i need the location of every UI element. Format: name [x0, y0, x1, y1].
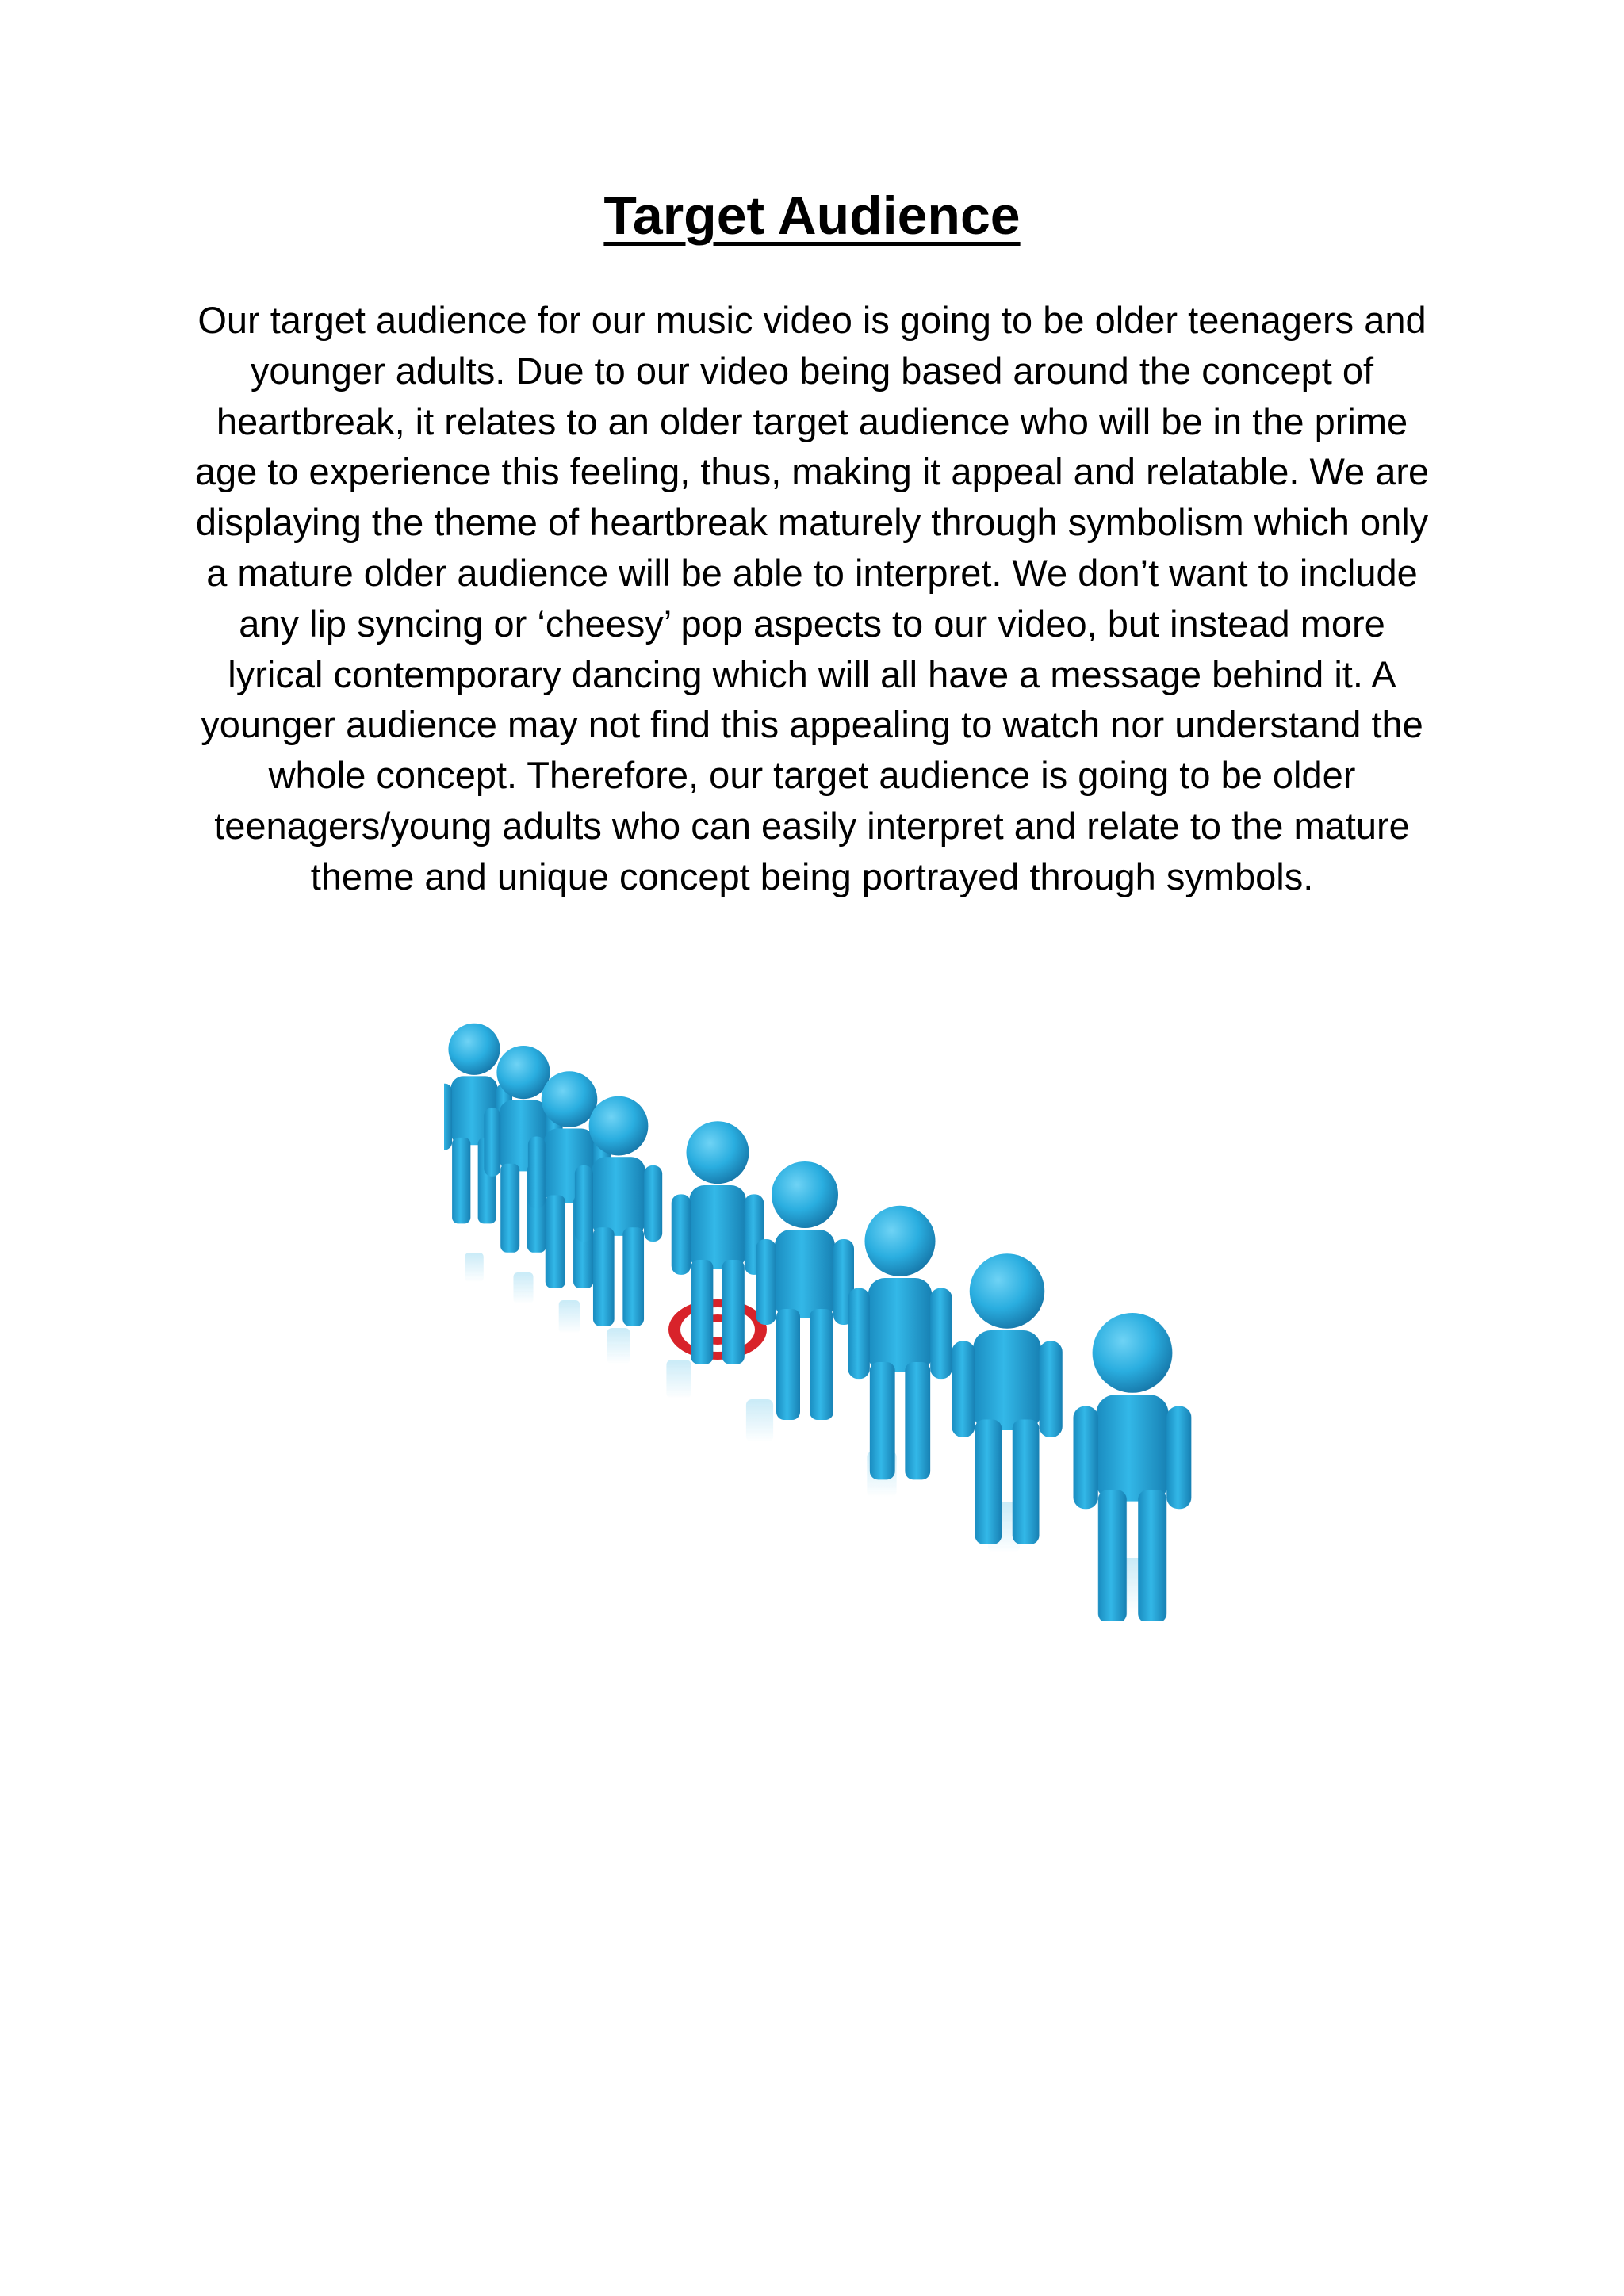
- page-title: [0, 186, 1624, 246]
- people-line-target-icon: [444, 987, 1221, 1621]
- target-icon: [668, 1299, 767, 1360]
- people-figures: [444, 1024, 1191, 1621]
- page-title-text: Target Audience: [603, 186, 1021, 246]
- body-paragraph: Our target audience for our music video is going to be older teenagers and younger adults. Due to our video being based around the concept of heartbreak, it relates to an older target audience who will be in the prime age to experience this feeling, thus, making it appeal and relatable. We are displaying the theme of heartbreak maturely through symbolism which only a mature older audience will be able to interpret. We don’t want to include any lip syncing or ‘cheesy’ pop aspects to our video, but instead more lyrical contemporary dancing which will all have a message behind it. A younger audience may not find this appealing to watch nor understand the whole concept. Therefore, our target audience is going to be older teenagers/young adults who can easily interpret and relate to the mature theme and unique concept being portrayed through symbols.: [194, 299, 1430, 897]
